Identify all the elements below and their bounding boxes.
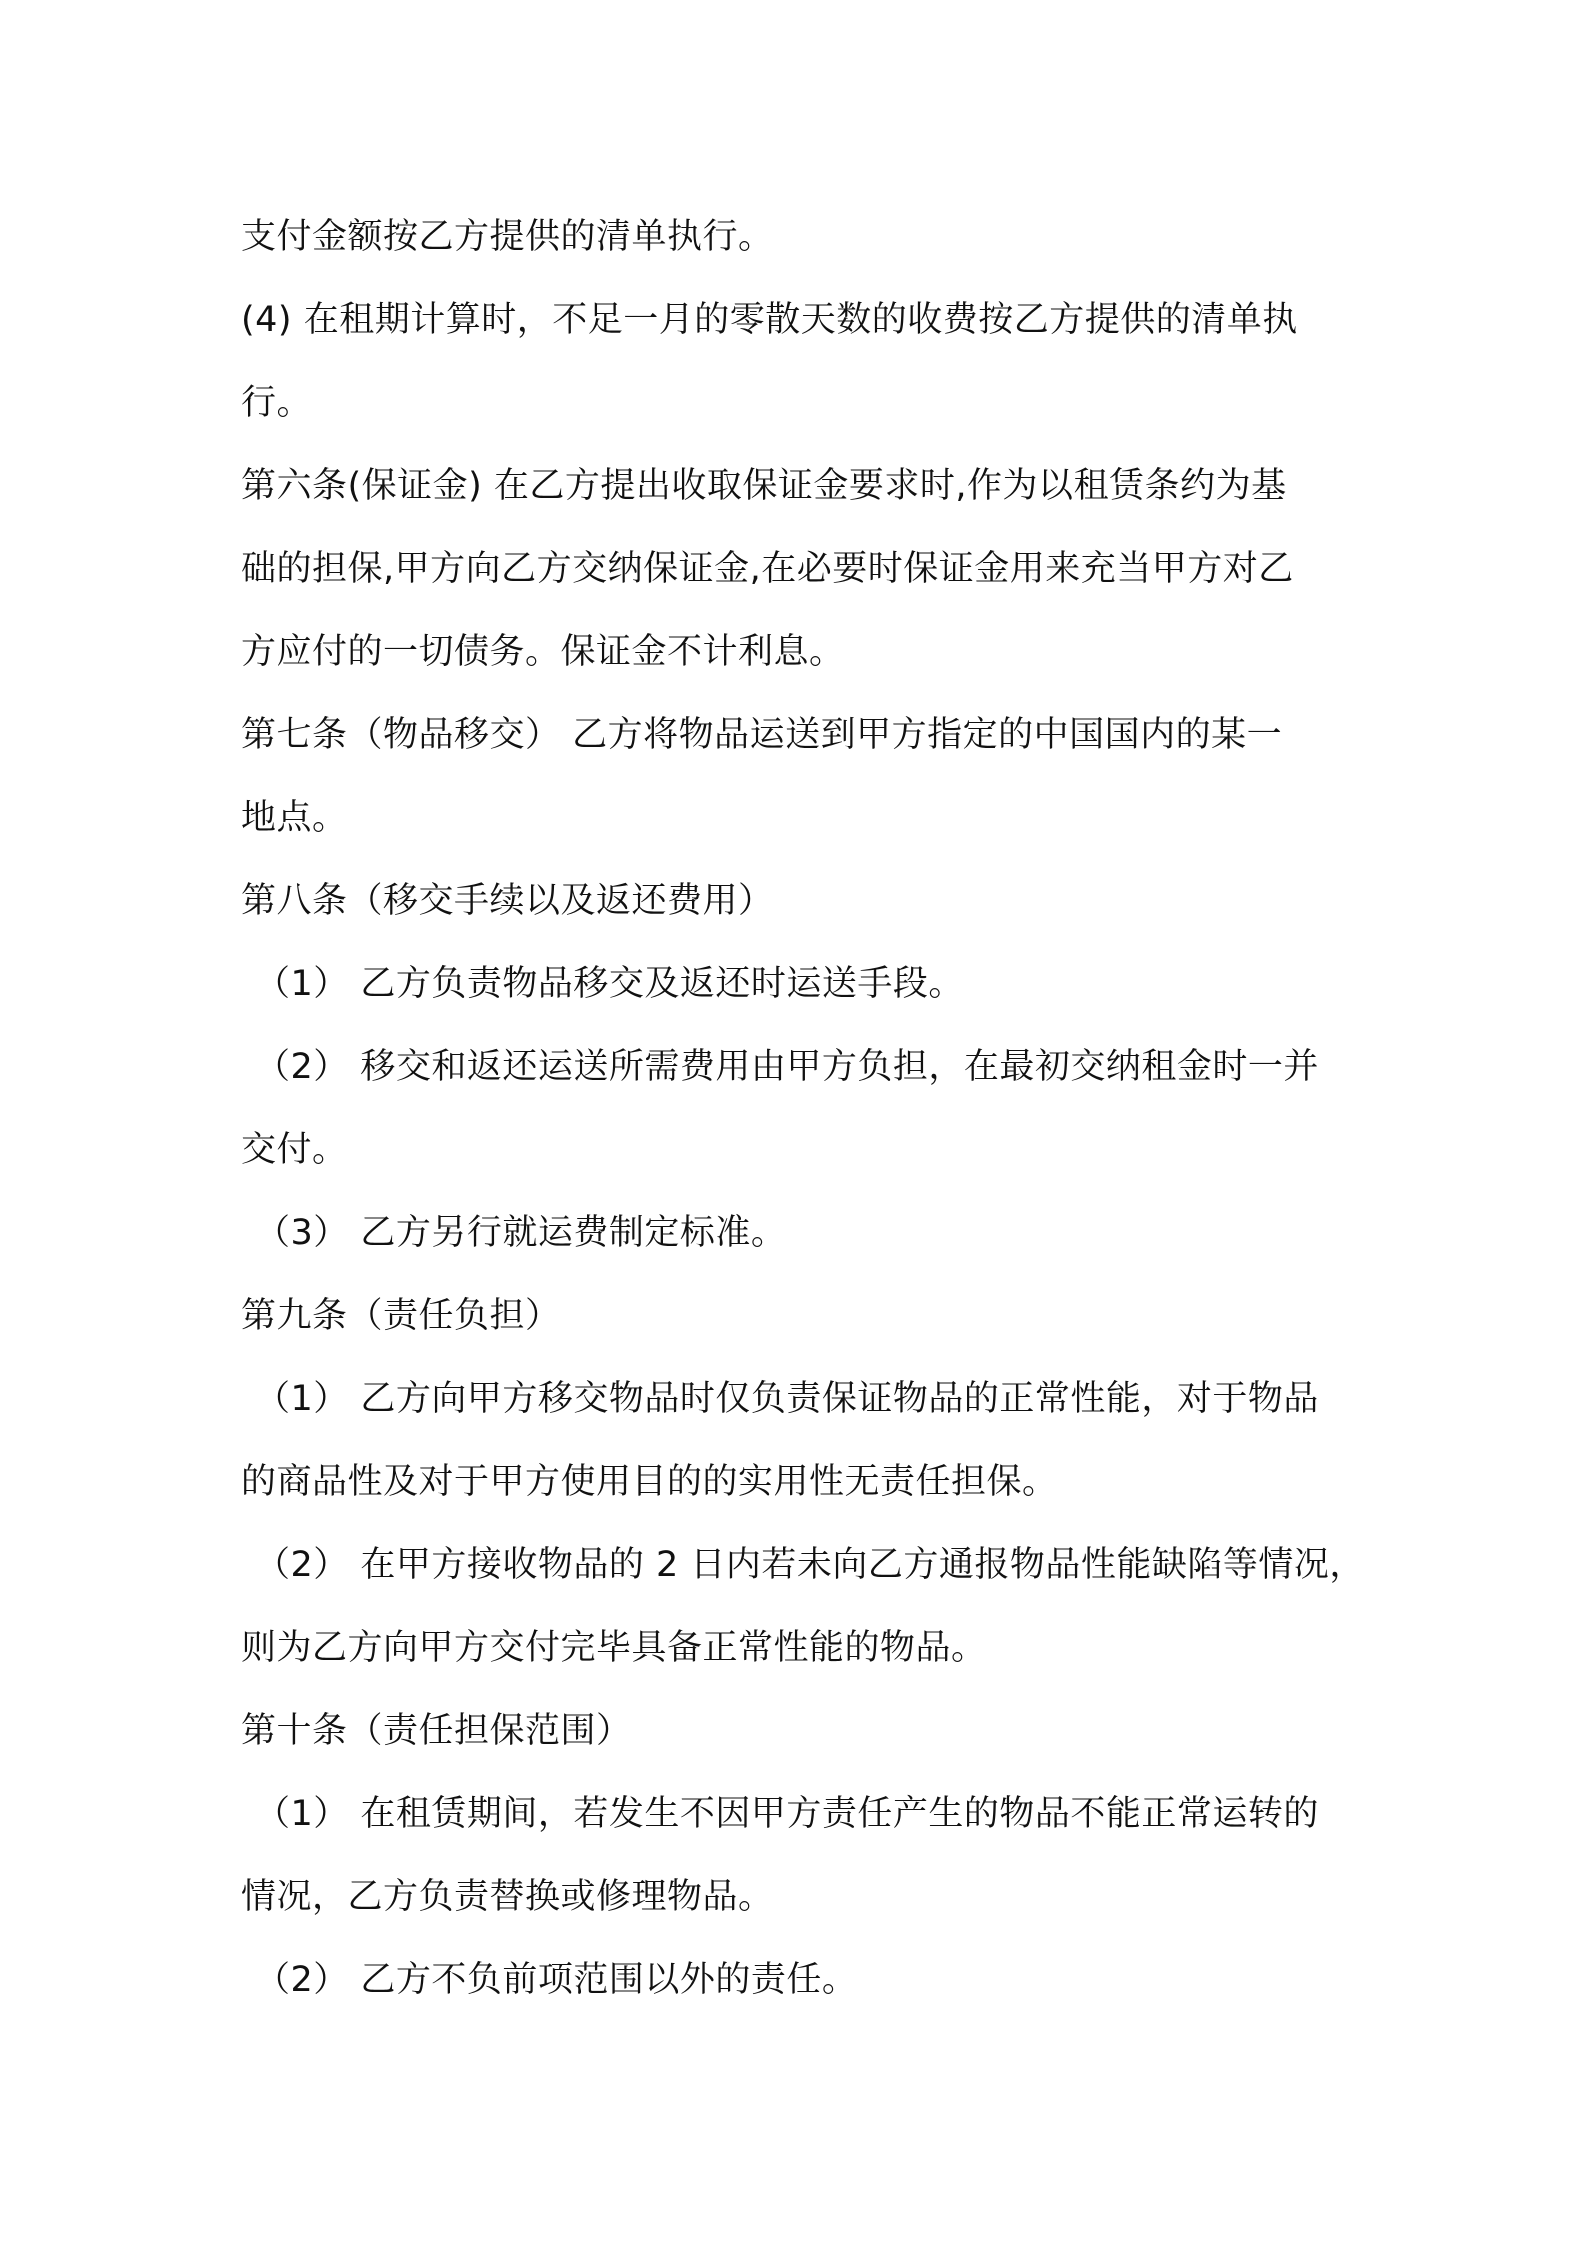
text-line: (4) 在租期计算时，不足一月的零散天数的收费按乙方提供的清单执	[241, 300, 1298, 340]
article-8-heading: 第八条（移交手续以及返还费用）	[241, 881, 774, 921]
article-7-heading: 第七条（物品移交） 乙方将物品运送到甲方指定的中国国内的某一	[241, 715, 1283, 755]
clause-item: （1） 乙方向甲方移交物品时仅负责保证物品的正常性能，对于物品	[255, 1379, 1319, 1419]
clause-item: （2） 乙方不负前项范围以外的责任。	[255, 1960, 858, 2000]
article-10-heading: 第十条（责任担保范围）	[241, 1711, 632, 1751]
text-line: 地点。	[241, 798, 348, 838]
clause-item: （2） 移交和返还运送所需费用由甲方负担，在最初交纳租金时一并	[255, 1047, 1319, 1087]
text-line: 础的担保,甲方向乙方交纳保证金,在必要时保证金用来充当甲方对乙	[241, 549, 1294, 589]
text-line: 情况，乙方负责替换或修理物品。	[241, 1877, 774, 1917]
text-line: 支付金额按乙方提供的清单执行。	[241, 217, 774, 257]
text-line: 交付。	[241, 1130, 348, 1170]
article-9-heading: 第九条（责任负担）	[241, 1296, 561, 1336]
clause-item: （2） 在甲方接收物品的 2 日内若未向乙方通报物品性能缺陷等情况，	[255, 1545, 1365, 1585]
clause-item: （3） 乙方另行就运费制定标准。	[255, 1213, 787, 1253]
document-body	[241, 196, 1371, 2022]
clause-item: （1） 在租赁期间，若发生不因甲方责任产生的物品不能正常运转的	[255, 1794, 1319, 1834]
text-line: 方应付的一切债务。保证金不计利息。	[241, 632, 845, 672]
article-6-heading: 第六条(保证金) 在乙方提出收取保证金要求时,作为以租赁条约为基	[241, 466, 1287, 506]
text-line: 行。	[241, 383, 313, 423]
text-line: 则为乙方向甲方交付完毕具备正常性能的物品。	[241, 1628, 987, 1668]
text-line: 的商品性及对于甲方使用目的的实用性无责任担保。	[241, 1462, 1058, 1502]
clause-item: （1） 乙方负责物品移交及返还时运送手段。	[255, 964, 964, 1004]
